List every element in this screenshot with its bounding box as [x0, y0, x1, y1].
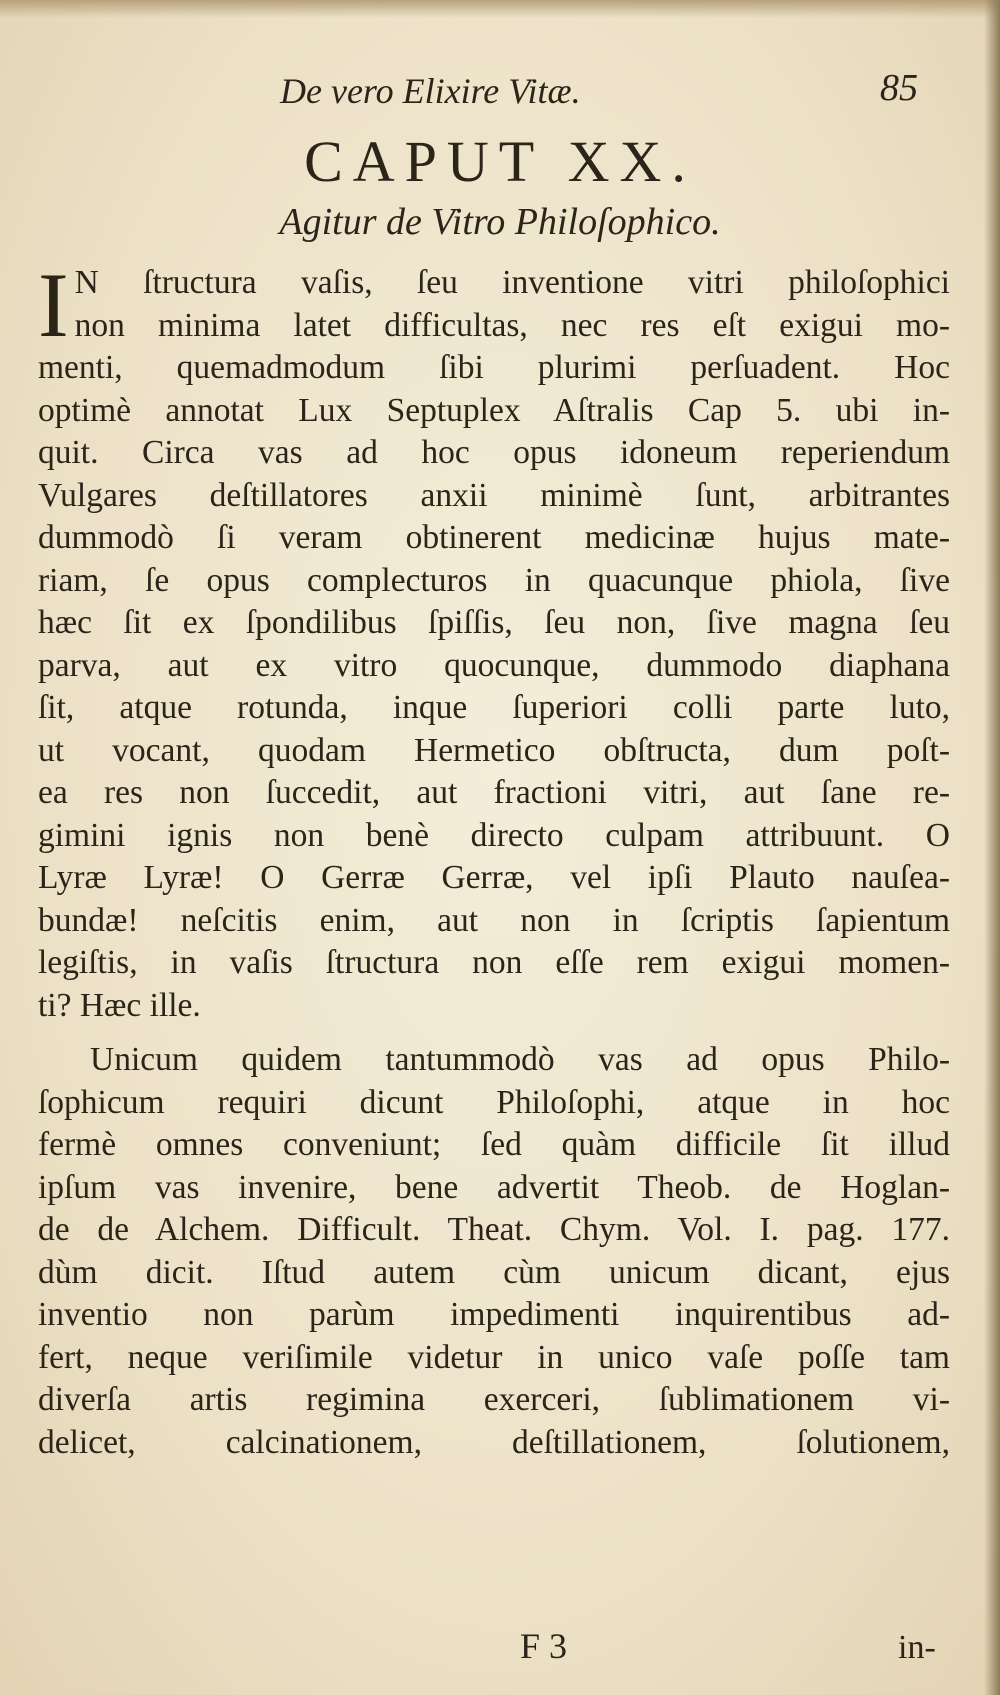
text-line: gimini ignis non benè directo culpam attribuunt. O: [38, 816, 950, 854]
text-line: ſophicum requiri dicunt Philoſophi, atque in hoc: [38, 1083, 950, 1121]
text-line: menti, quemadmodum ſibi plurimi perſuadent. Hoc: [38, 349, 950, 386]
text-line: ti? Hæc ille.: [38, 986, 201, 1024]
running-head: [0, 60, 1000, 110]
text-line: de de Alchem. Difficult. Theat. Chym. Vol. I. pag. 177.: [38, 1211, 950, 1248]
paragraph-gap: [38, 1027, 950, 1039]
page-gutter-edge: [984, 0, 1000, 1695]
text-line: riam, ſe opus complecturos in quacunque phiola, ſive: [38, 561, 950, 599]
text-line: inventio non parùm impedimenti inquirentibus ad-: [38, 1296, 950, 1333]
paragraph-2: [38, 1039, 950, 1464]
signature-mark: F 3: [520, 1626, 568, 1666]
text-line: optimè annotat Lux Septuplex Aſtralis Cap 5. ubi in-: [38, 391, 950, 429]
text-line: diverſa artis regimina exerceri, ſublimationem vi-: [38, 1381, 950, 1418]
text-line: N ſtructura vaſis, ſeu inventione vitri philoſophici: [74, 264, 950, 301]
text-line: bundæ! neſcitis enim, aut non in ſcriptis ſapientum: [38, 901, 950, 939]
text-line: ſit, atque rotunda, inque ſuperiori colli parte luto,: [38, 689, 950, 726]
paragraph-1: [38, 254, 950, 1027]
text-line: ipſum vas invenire, bene advertit Theob. de Hoglan-: [38, 1168, 950, 1206]
text-line: Vulgares deſtillatores anxii minimè ſunt, arbitrantes: [38, 476, 950, 514]
text-line: non minima latet difficultas, nec res eſt exigui mo-: [74, 306, 950, 344]
text-line: dummodò ſi veram obtinerent medicinæ hujus mate-: [38, 519, 950, 556]
text-line: quit. Circa vas ad hoc opus idoneum reperiendum: [38, 434, 950, 471]
text-line: fert, neque veriſimile videtur in unico vaſe poſſe tam: [38, 1338, 950, 1376]
catchword: in-: [898, 1629, 936, 1666]
text-line: ea res non ſuccedit, aut fractioni vitri, aut ſane re-: [38, 774, 950, 811]
page-footer: [0, 1625, 1000, 1675]
text-line: dùm dicit. Iſtud autem cùm unicum dicant, ejus: [38, 1253, 950, 1291]
running-head-title: De vero Elixire Vitæ.: [280, 71, 581, 111]
text-line: legiſtis, in vaſis ſtructura non eſſe rem exigui momen-: [38, 944, 950, 981]
page-number: 85: [880, 67, 918, 109]
text-line: delicet, calcinationem, deſtillationem, ſolutionem,: [38, 1423, 950, 1461]
text-line: parva, aut ex vitro quocunque, dummodo diaphana: [38, 646, 950, 684]
drop-cap: I: [38, 254, 69, 356]
text-line: fermè omnes conveniunt; ſed quàm difficile ſit illud: [38, 1126, 950, 1163]
chapter-subtitle: Agitur de Vitro Philoſophico.: [279, 201, 721, 243]
page-top-edge: [0, 0, 1000, 18]
chapter-title: CAPUT XX.: [304, 129, 696, 194]
body-text: [38, 254, 950, 1464]
text-line: ut vocant, quodam Hermetico obſtructa, dum poſt-: [38, 731, 950, 769]
text-line: Lyræ Lyræ! O Gerræ Gerræ, vel ipſi Plauto nauſea-: [38, 859, 950, 896]
text-line: hæc ſit ex ſpondilibus ſpiſſis, ſeu non, ſive magna ſeu: [38, 604, 950, 641]
text-line: Unicum quidem tantummodò vas ad opus Philo-: [90, 1041, 950, 1078]
